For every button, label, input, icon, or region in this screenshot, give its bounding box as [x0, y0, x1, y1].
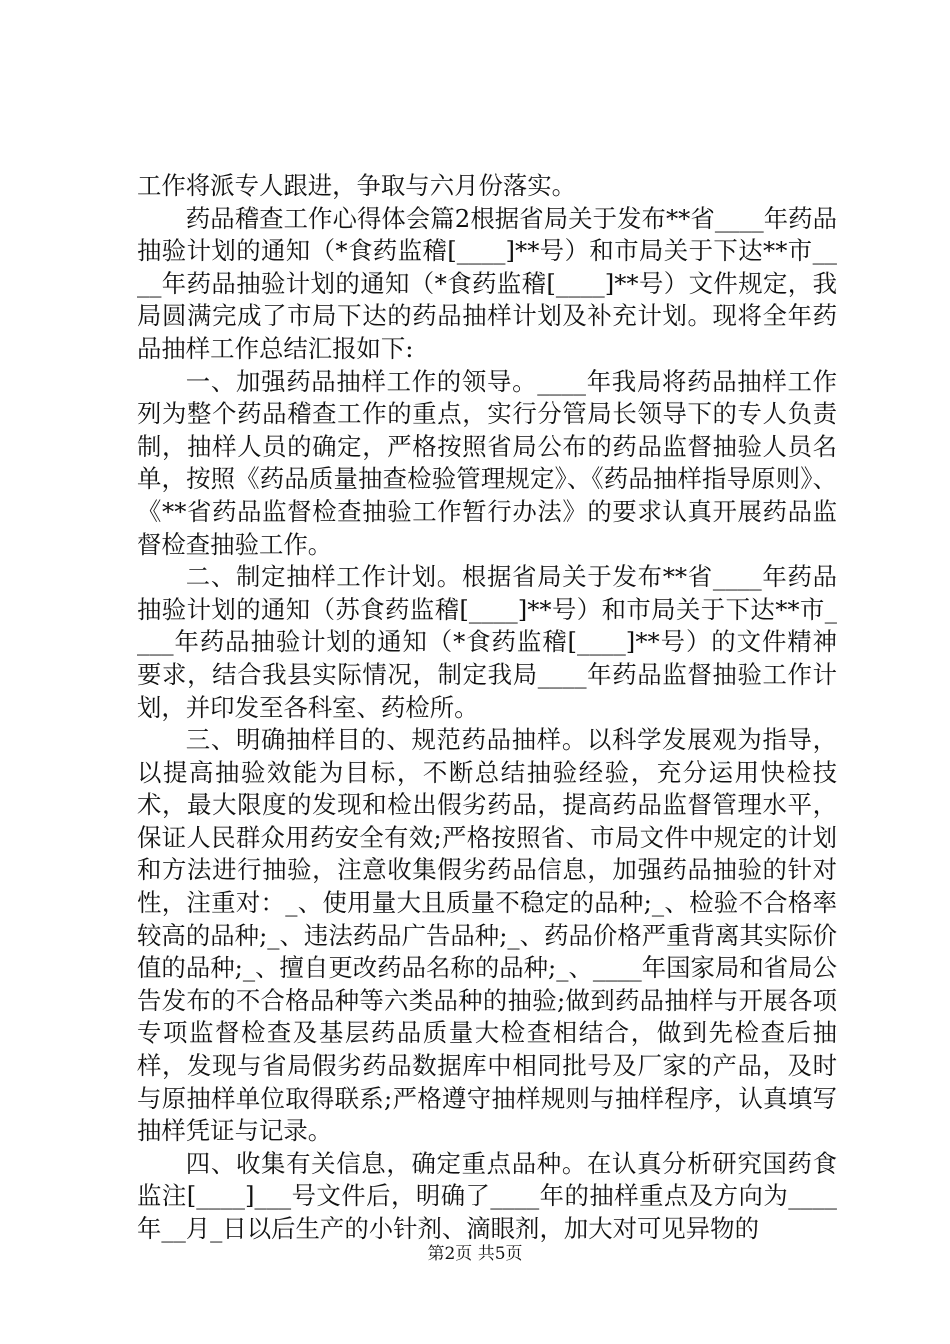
paragraph-section-1: 一、加强药品抽样工作的领导。____年我局将药品抽样工作列为整个药品稽查工作的重点，实行分管局长领导下的专人负责制，抽样人员的确定，严格按照省局公布的药品监督抽验人员名单，按照《药品质量抽查检验管理规定》、《药品抽样指导原则》、《**省药品监督检查抽验工作暂行办法》的要求认真开展药品监督检查抽验工作。 [137, 366, 837, 559]
paragraph-section-2: 二、制定抽样工作计划。根据省局关于发布**省____年药品抽验计划的通知（苏食药监稽[____]**号）和市局关于下达**市____年药品抽验计划的通知（*食药监稽[____]**号）的文件精神要求，结合我县实际情况，制定我局____年药品监督抽验工作计划，并印发至各科室、药检所。 [137, 562, 837, 722]
paragraph-continuation: 工作将派专人跟进，争取与六月份落实。 [137, 171, 577, 200]
paragraph-section-4: 四、收集有关信息，确定重点品种。在认真分析研究国药食监注[____]___号文件后，明确了____年的抽样重点及方向为____年__月_日以后生产的小针剂、滴眼剂，加大对可见异物的 [137, 1148, 837, 1243]
paragraph-intro: 药品稽查工作心得体会篇2根据省局关于发布**省____年药品抽验计划的通知（*食药监稽[____]**号）和市局关于下达**市____年药品抽验计划的通知（*食药监稽[____]**号）文件规定，我局圆满完成了市局下达的药品抽样计划及补充计划。现将全年药品抽样工作总结汇报如下: [137, 203, 837, 363]
paragraph-section-3: 三、明确抽样目的、规范药品抽样。以科学发展观为指导，以提高抽验效能为目标，不断总结抽验经验，充分运用快检技术，最大限度的发现和检出假劣药品，提高药品监督管理水平，保证人民群众用药安全有效;严格按照省、市局文件中规定的计划和方法进行抽验，注意收集假劣药品信息，加强药品抽验的针对性，注重对：_、使用量大且质量不稳定的品种;_、检验不合格率较高的品种;_、违法药品广告品种;_、药品价格严重背离其实际价值的品种;_、擅自更改药品名称的品种;_、____年国家局和省局公告发布的不合格品种等六类品种的抽验;做到药品抽样与开展各项专项监督检查及基层药品质量大检查相结合，做到先检查后抽样，发现与省局假劣药品数据库中相同批号及厂家的产品，及时与原抽样单位取得联系;严格遵守抽样规则与抽样程序，认真填写抽样凭证与记录。 [137, 725, 837, 1146]
document-body [137, 170, 837, 1246]
page-number-footer: 第2页 共5页 [427, 1244, 523, 1264]
